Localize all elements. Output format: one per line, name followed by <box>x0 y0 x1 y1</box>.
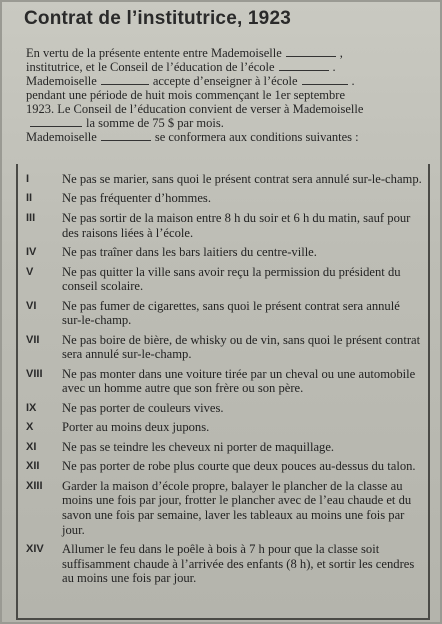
condition-item <box>26 401 422 416</box>
condition-text: Ne pas boire de bière, de whisky ou de vin, sans quoi le présent contrat sera annulé sur-le-champ. <box>62 332 421 362</box>
condition-number: V <box>26 265 34 278</box>
condition-item <box>26 191 422 206</box>
condition-item <box>26 542 422 586</box>
intro-text: institutrice, et le Conseil de l’éducation de l’école <box>26 60 275 74</box>
condition-item <box>26 245 422 260</box>
intro-text: Mademoiselle <box>26 74 97 88</box>
condition-text: Ne pas porter de robe plus courte que deux pouces au-dessus du talon. <box>62 459 416 474</box>
condition-text: Allumer le feu dans le poêle à bois à 7 h pour que la classe soit suffisamment chaude à l’arrivée des enfants (8 h), et sortir les cendres au moins une fois par jour. <box>62 542 415 586</box>
condition-text: Garder la maison d’école propre, balayer le plancher de la classe au moins une fois par jour, frotter le plancher avec de l’eau chaude et du savon une fois par semaine, laver les tableaux au moins une fois par jour. <box>62 478 412 537</box>
condition-item <box>26 459 422 474</box>
condition-number: IX <box>26 401 37 414</box>
condition-text: Ne pas fréquenter d’hommes. <box>62 191 211 206</box>
intro-text: En vertu de la présente entente entre Mademoiselle <box>26 46 282 60</box>
intro-text: . <box>351 74 355 88</box>
document-title: Contrat de l’institutrice, 1923 <box>24 8 291 29</box>
blank-field <box>101 74 149 85</box>
condition-text: Ne pas porter de couleurs vives. <box>62 400 224 415</box>
condition-number: IV <box>26 246 37 259</box>
intro-text: , <box>339 46 343 60</box>
condition-item <box>26 367 422 396</box>
condition-item <box>26 299 422 328</box>
condition-item <box>26 479 422 537</box>
intro-line <box>26 74 428 88</box>
contract-paper <box>2 2 440 622</box>
condition-item <box>26 440 422 455</box>
condition-text: Porter au moins deux jupons. <box>62 420 210 435</box>
intro-text: accepte d’enseigner à l’école <box>152 74 298 88</box>
intro-line <box>26 46 428 60</box>
condition-text: Ne pas se teindre les cheveux ni porter de maquillage. <box>62 439 335 454</box>
condition-item <box>26 265 422 294</box>
blank-field <box>286 46 336 57</box>
intro-text: Mademoiselle <box>26 130 97 144</box>
condition-number: VIII <box>26 367 43 380</box>
intro-line <box>26 116 428 130</box>
blank-field <box>30 116 82 127</box>
condition-number: III <box>26 211 36 224</box>
condition-number: XI <box>26 440 37 453</box>
intro-text: 1923. Le Conseil de l’éducation convient de verser à Mademoiselle <box>26 102 364 116</box>
condition-number: VII <box>26 333 40 346</box>
contract-intro <box>26 46 428 144</box>
blank-field <box>101 130 151 141</box>
condition-number: XII <box>26 460 40 473</box>
intro-line <box>26 130 428 144</box>
condition-number: II <box>26 192 33 205</box>
intro-text: la somme de 75 $ par mois. <box>86 116 224 130</box>
intro-text: se conformera aux conditions suivantes : <box>154 130 359 144</box>
condition-number: VI <box>26 299 37 312</box>
intro-line <box>26 102 428 116</box>
condition-text: Ne pas monter dans une voiture tirée par un cheval ou une automobile avec un homme autre que son frère ou son père. <box>62 366 416 396</box>
condition-text: Ne pas traîner dans les bars laitiers du centre-ville. <box>62 245 317 260</box>
condition-number: XIV <box>26 543 44 556</box>
condition-item <box>26 420 422 435</box>
condition-text: Ne pas sortir de la maison entre 8 h du soir et 6 h du matin, sauf pour des raisons liées à l’école. <box>62 210 411 240</box>
intro-line <box>26 60 428 74</box>
condition-number: I <box>26 173 30 185</box>
condition-text: Ne pas fumer de cigarettes, sans quoi le présent contrat sera annulé sur-le-champ. <box>62 298 400 328</box>
blank-field <box>279 60 329 71</box>
condition-number: X <box>26 421 34 434</box>
conditions-list <box>26 172 422 591</box>
condition-text: Ne pas quitter la ville sans avoir reçu la permission du président du conseil scolaire. <box>62 264 401 294</box>
intro-text: pendant une période de huit mois commençant le 1er septembre <box>26 88 345 102</box>
condition-item <box>26 172 422 187</box>
intro-line <box>26 88 428 102</box>
condition-item <box>26 333 422 362</box>
blank-field <box>302 74 348 85</box>
condition-number: XIII <box>26 479 43 492</box>
condition-item <box>26 211 422 240</box>
intro-text: . <box>332 60 336 74</box>
condition-text: Ne pas se marier, sans quoi le présent contrat sera annulé sur-le-champ. <box>62 172 422 186</box>
